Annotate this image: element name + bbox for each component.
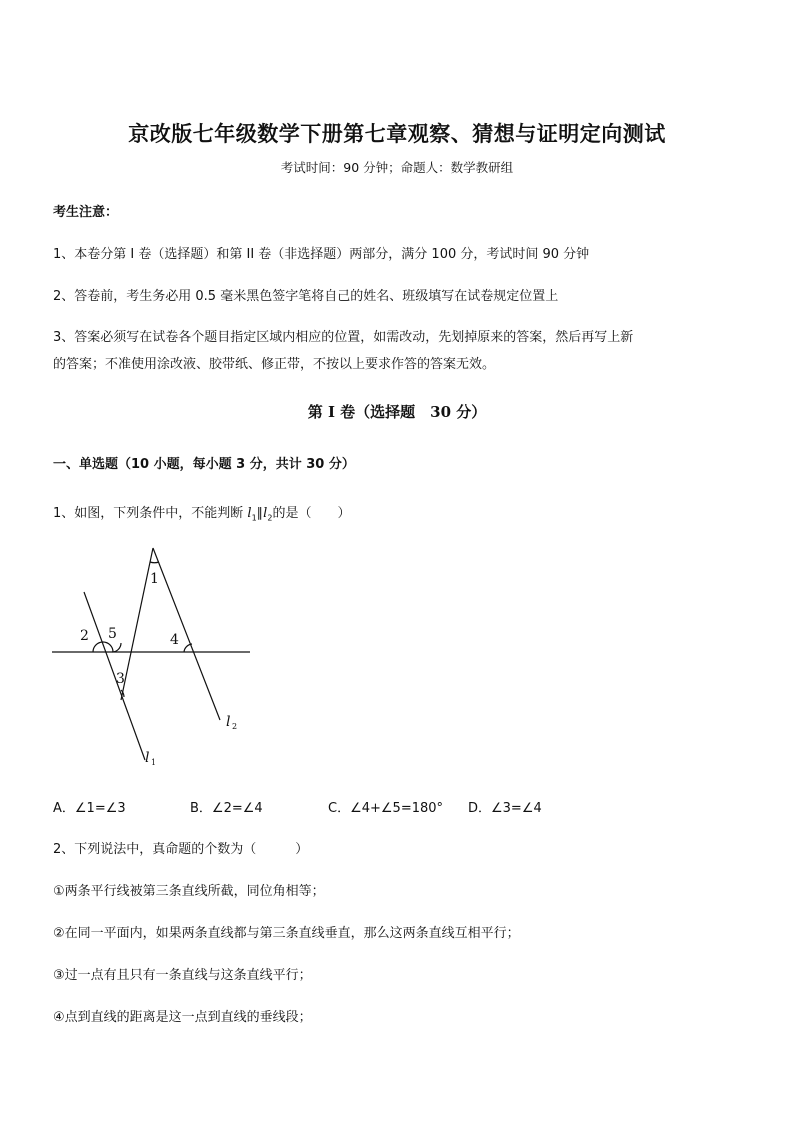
notice-heading: 考生注意： xyxy=(53,205,119,220)
angle-3-label: 3 xyxy=(116,671,125,687)
statement-2: ②在同一平面内，如果两条直线都与第三条直线垂直，那么这两条直线互相平行； xyxy=(53,926,520,941)
option-c: C．∠4+∠5=180° xyxy=(328,801,444,816)
notice-item-2: 2、答卷前，考生务必用 0.5 毫米黑色签字笔将自己的姓名、班级填写在试卷规定位置上 xyxy=(53,289,559,304)
part-heading: 一、单选题（10 小题，每小题 3 分，共计 30 分） xyxy=(53,457,355,472)
option-d: D．∠3=∠4 xyxy=(468,801,542,816)
l2-figure-subscript: 2 xyxy=(232,722,238,731)
angle-4-label: 4 xyxy=(170,632,179,648)
parallel-symbol: ∥ xyxy=(256,506,264,521)
line-l2-subscript: 2 xyxy=(267,513,273,523)
statement-1: ①两条平行线被第三条直线所截，同位角相等； xyxy=(53,884,325,899)
statement-4: ④点到直线的距离是这一点到直线的垂线段； xyxy=(53,1010,312,1025)
angle-1-label: 1 xyxy=(150,571,159,587)
angle-5-label: 5 xyxy=(108,626,117,642)
question-1-prefix: 1、如图，下列条件中，不能判断 xyxy=(53,506,248,521)
line-l1 xyxy=(84,592,145,760)
angle-2-label: 2 xyxy=(80,628,89,644)
statement-3: ③过一点有且只有一条直线与这条直线平行； xyxy=(53,968,312,983)
exam-info: 考试时间：90 分钟；命题人：数学教研组 xyxy=(280,160,514,175)
l1-figure-subscript: 1 xyxy=(151,758,157,767)
option-a: A．∠1=∠3 xyxy=(53,801,126,816)
question-2-stem: 2、下列说法中，真命题的个数为（ ） xyxy=(53,842,309,857)
question-1-suffix: 的是（ ） xyxy=(272,506,351,521)
angle-1-arc xyxy=(150,562,159,563)
l2-figure-label: l xyxy=(226,714,231,730)
question-1-stem xyxy=(53,502,350,523)
line-l1-label: l xyxy=(247,506,252,521)
section-title: 第 I 卷（选择题 30 分） xyxy=(307,403,487,421)
line-l2-label: l xyxy=(263,506,268,521)
transversal-line xyxy=(121,548,153,700)
page-title: 京改版七年级数学下册第七章观察、猜想与证明定向测试 xyxy=(128,121,666,146)
line-l1-subscript: 1 xyxy=(251,513,257,523)
notice-item-3-line-1: 3、答案必须写在试卷各个题目指定区域内相应的位置，如需改动，先划掉原来的答案，然后再写上新 xyxy=(53,330,634,345)
option-b: B．∠2=∠4 xyxy=(190,801,263,816)
question-1-figure xyxy=(50,540,260,772)
l1-figure-label: l xyxy=(145,750,150,766)
notice-item-1: 1、本卷分第 I 卷（选择题）和第 II 卷（非选择题）两部分，满分 100 分，考试时间 90 分钟 xyxy=(53,247,590,262)
notice-item-3-line-2: 的答案；不准使用涂改液、胶带纸、修正带，不按以上要求作答的答案无效。 xyxy=(53,357,496,372)
line-l2 xyxy=(153,548,220,720)
